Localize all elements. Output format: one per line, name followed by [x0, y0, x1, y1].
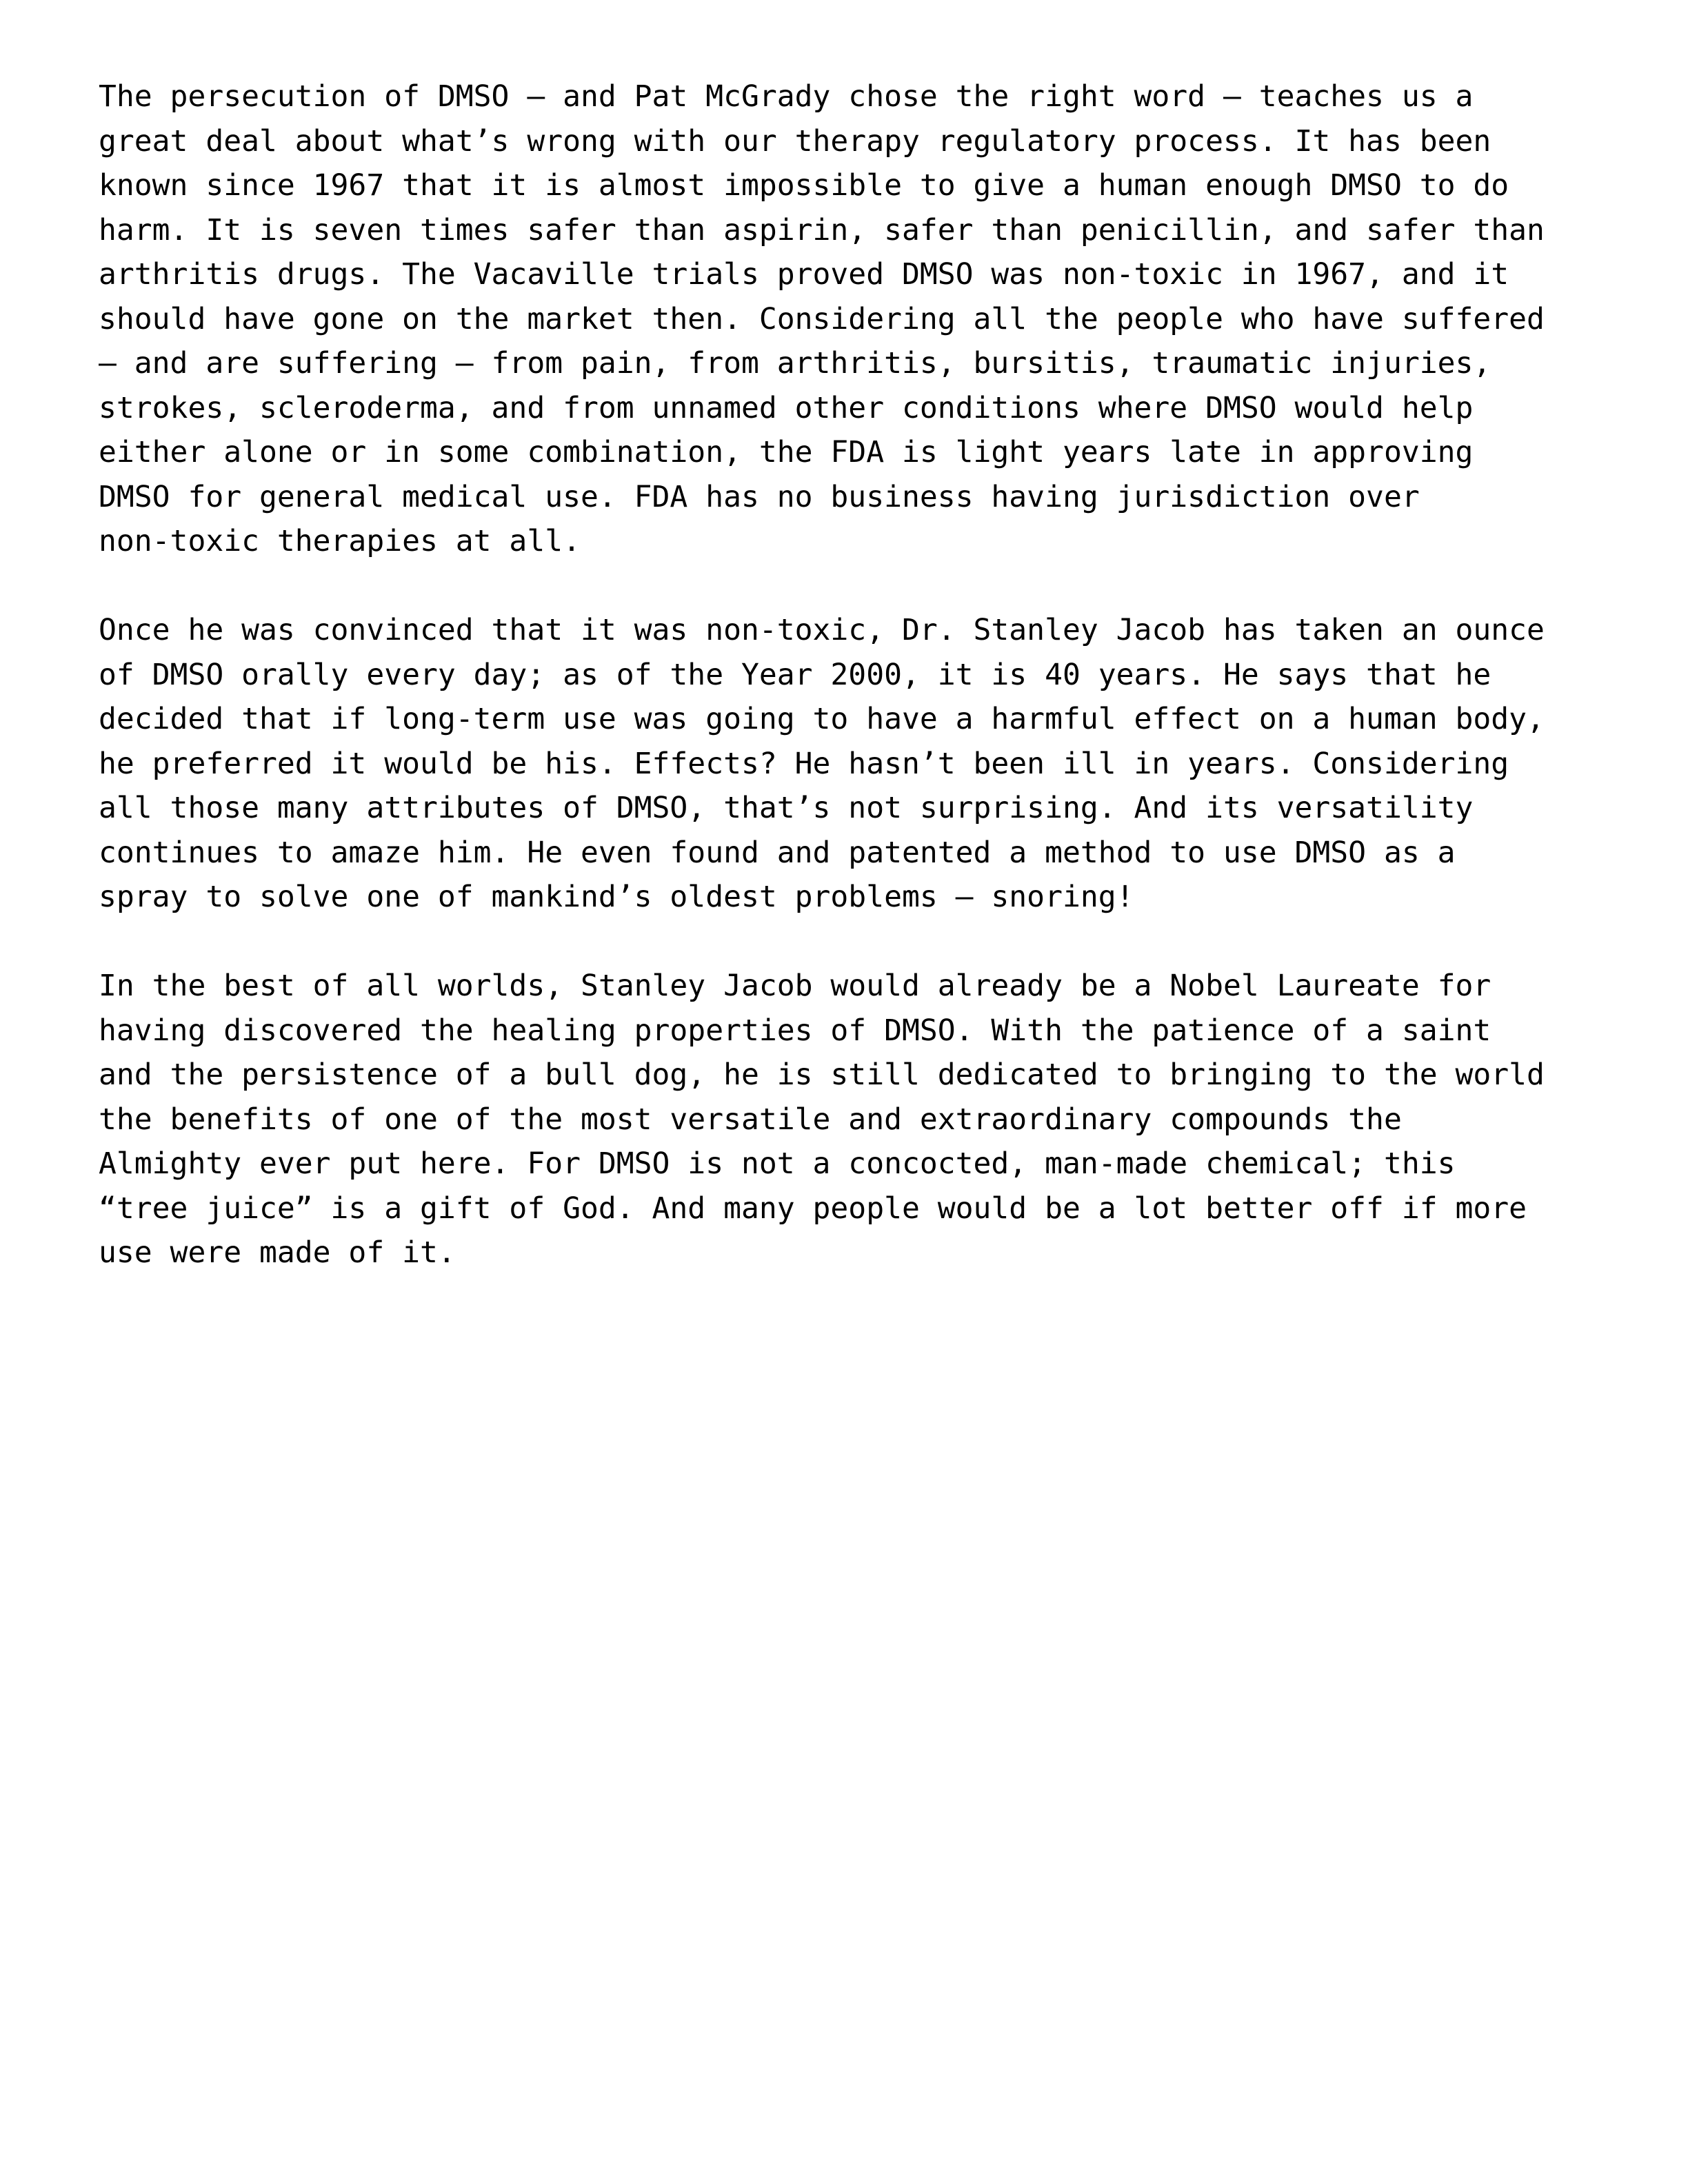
text-line: all those many attributes of DMSO, that’s not surprising. And its versatility [99, 791, 1474, 825]
text-line: continues to amaze him. He even found and patented a method to use DMSO as a [99, 835, 1456, 870]
document-page [99, 74, 1616, 1320]
text-line: The persecution of DMSO — and Pat McGrady chose the right word — teaches us a [99, 79, 1474, 114]
text-line: the benefits of one of the most versatile and extraordinary compounds the [99, 1102, 1402, 1137]
paragraph-3 [99, 964, 1616, 1275]
text-line: having discovered the healing properties of DMSO. With the patience of a saint [99, 1013, 1491, 1048]
text-line: and the persistence of a bull dog, he is still dedicated to bringing to the world [99, 1058, 1545, 1092]
text-line: arthritis drugs. The Vacaville trials proved DMSO was non-toxic in 1967, and it [99, 257, 1509, 292]
text-line: spray to solve one of mankind’s oldest problems — snoring! [99, 880, 1134, 914]
text-line: strokes, scleroderma, and from unnamed other conditions where DMSO would help [99, 390, 1474, 425]
text-line: decided that if long-term use was going to have a harmful effect on a human body, [99, 702, 1545, 736]
text-line: use were made of it. [99, 1235, 456, 1270]
text-line: he preferred it would be his. Effects? He hasn’t been ill in years. Considering [99, 746, 1509, 781]
text-line: In the best of all worlds, Stanley Jacob would already be a Nobel Laureate for [99, 969, 1491, 1003]
text-line: known since 1967 that it is almost impossible to give a human enough DMSO to do [99, 168, 1509, 203]
text-line: — and are suffering — from pain, from arthritis, bursitis, traumatic injuries, [99, 346, 1491, 381]
text-line: should have gone on the market then. Considering all the people who have suffered [99, 301, 1545, 336]
text-line: Once he was convinced that it was non-toxic, Dr. Stanley Jacob has taken an ounce [99, 613, 1545, 647]
paragraph-1 [99, 74, 1616, 564]
text-line: DMSO for general medical use. FDA has no business having jurisdiction over [99, 479, 1420, 514]
text-line: non-toxic therapies at all. [99, 524, 581, 558]
text-line: “tree juice” is a gift of God. And many people would be a lot better off if more [99, 1191, 1527, 1226]
paragraph-2 [99, 608, 1616, 920]
text-line: Almighty ever put here. For DMSO is not a concocted, man-made chemical; this [99, 1146, 1456, 1181]
text-line: harm. It is seven times safer than aspirin, safer than penicillin, and safer than [99, 212, 1545, 247]
text-line: either alone or in some combination, the FDA is light years late in approving [99, 435, 1474, 469]
text-line: of DMSO orally every day; as of the Year 2000, it is 40 years. He says that he [99, 657, 1491, 692]
text-line: great deal about what’s wrong with our therapy regulatory process. It has been [99, 123, 1491, 159]
